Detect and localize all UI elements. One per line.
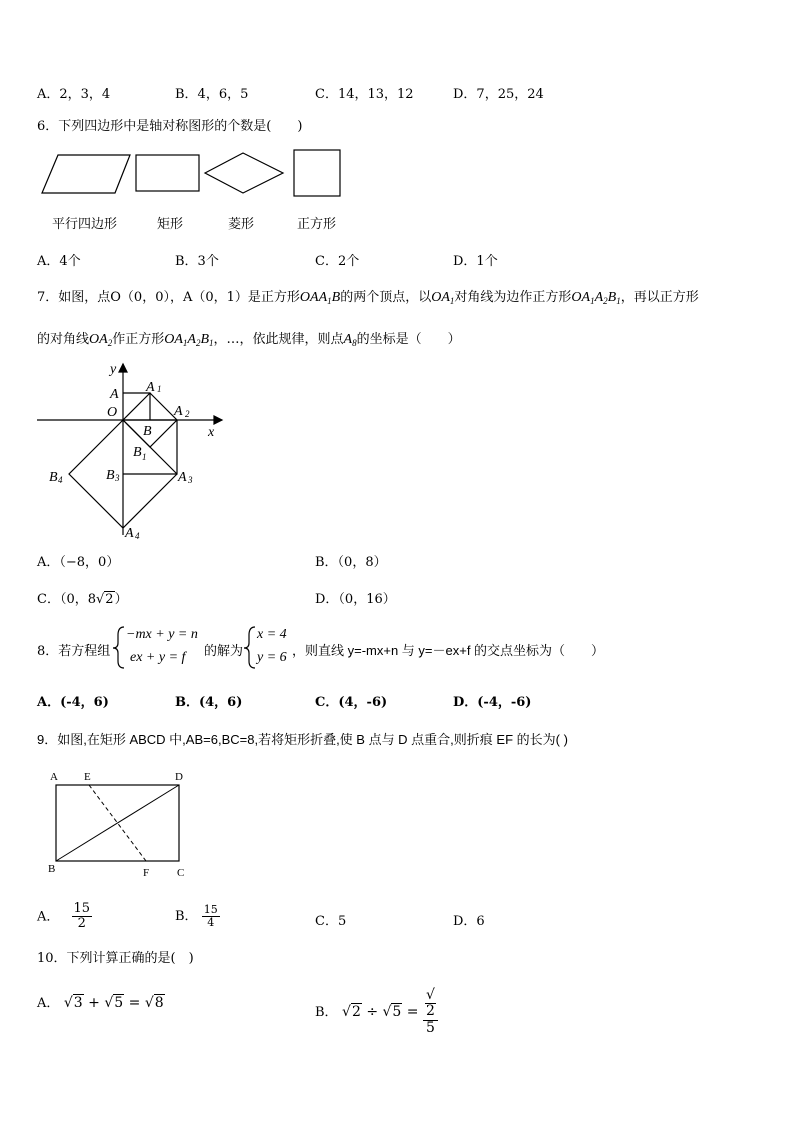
label-x: x — [208, 425, 215, 440]
label-A1: A — [146, 380, 155, 395]
q9-option-d: D．6 — [453, 914, 485, 929]
svg-text:4: 4 — [58, 475, 63, 485]
svg-text:1: 1 — [157, 384, 162, 394]
q9-option-a: A． $\frac{15}{2}$ — [37, 901, 91, 932]
label-B: B — [48, 863, 56, 875]
q10-stem: 10．下列计算正确的是( ) — [37, 951, 194, 966]
q5-option-d: D．7，25，24 — [453, 87, 544, 102]
q8-equation-2: ex + y = f — [130, 650, 186, 665]
label-A: A — [50, 771, 58, 783]
q8-tail: ，则直线 y=-mx+n 与 y=－ex+f 的交点坐标为（ ） — [292, 643, 605, 658]
label-B1: B — [133, 445, 142, 460]
label-D: D — [175, 771, 183, 783]
q6-option-d: D．1个 — [453, 254, 498, 269]
shape-label-rhombus: 菱形 — [228, 217, 255, 232]
q5-option-c: C．14，13，12 — [315, 87, 414, 102]
q9-option-b: B． $\frac{15}{4}$ — [175, 903, 218, 930]
q8-lead: 8．若方程组 — [37, 644, 111, 659]
label-F: F — [143, 867, 150, 879]
q8-equation-1: −mx + y = n — [126, 627, 198, 642]
label-C: C — [177, 867, 185, 879]
label-A4: A — [125, 526, 134, 541]
shape-label-rectangle: 矩形 — [157, 217, 184, 232]
q6-option-b: B．3个 — [175, 254, 219, 269]
svg-text:1: 1 — [142, 452, 147, 462]
label-y: y — [110, 362, 117, 377]
q7-stem-line2: 的对角线$OA_2$作正方形$OA_1A_2B_1$，…，依此规律，则点$A_8$的坐标是（ ） — [37, 332, 461, 348]
label-A3: A — [178, 470, 187, 485]
q9-option-c: C．5 — [315, 914, 347, 929]
q7-stem-line1: 7．如图，点O（0，0），A（0，1）是正方形$OAA_1B$的两个顶点，以$OA_1$对角线为边作正方形$OA_1A_2B_1$，再以正方形 — [37, 290, 699, 306]
svg-text:2: 2 — [185, 409, 190, 419]
q7-option-d: D．（0，16） — [315, 592, 396, 607]
q7-option-c: C．（0，8√2） — [37, 592, 128, 607]
shape-label-parallelogram: 平行四边形 — [52, 217, 118, 232]
q6-option-c: C．2个 — [315, 254, 360, 269]
label-O: O — [107, 405, 118, 420]
shape-label-square: 正方形 — [297, 217, 337, 232]
q9-stem: 9．如图,在矩形 ABCD 中,AB=6,BC=8,若将矩形折叠,使 B 点与 D 点重合,则折痕 EF 的长为( ) — [37, 732, 568, 747]
svg-text:3: 3 — [115, 473, 120, 483]
label-B: B — [143, 424, 152, 439]
q8-solution-x: x = 4 — [257, 627, 287, 642]
q8-mid: 的解为 — [204, 644, 244, 659]
svg-text:4: 4 — [135, 531, 140, 541]
q8-solution-y: y = 6 — [257, 650, 287, 665]
label-B4: B — [49, 470, 58, 485]
q5-option-a: A．2，3，4 — [37, 87, 111, 102]
svg-text:3: 3 — [188, 475, 193, 485]
label-B3: B — [106, 468, 115, 483]
q8-option-b: B．(4，6) — [175, 695, 243, 710]
q7-option-b: B．（0，8） — [315, 555, 387, 570]
label-A2: A — [174, 404, 183, 419]
q8-option-c: C．(4，-6) — [315, 695, 388, 710]
q8-option-d: D．(-4，-6) — [453, 695, 532, 710]
q8-option-a: A．(-4，6) — [37, 695, 109, 710]
q7-option-a: A．（−8，0） — [37, 555, 120, 570]
q6-option-a: A．4个 — [37, 254, 81, 269]
q10-option-b: B． √2 ÷ √5 = √ 2 5 — [315, 988, 438, 1036]
label-A: A — [110, 387, 119, 402]
q10-option-a: A． √3 + √5 = √8 — [37, 995, 164, 1011]
q5-option-b: B．4，6，5 — [175, 87, 249, 102]
label-E: E — [84, 771, 91, 783]
q6-stem: 6．下列四边形中是轴对称图形的个数是( ) — [37, 119, 303, 134]
